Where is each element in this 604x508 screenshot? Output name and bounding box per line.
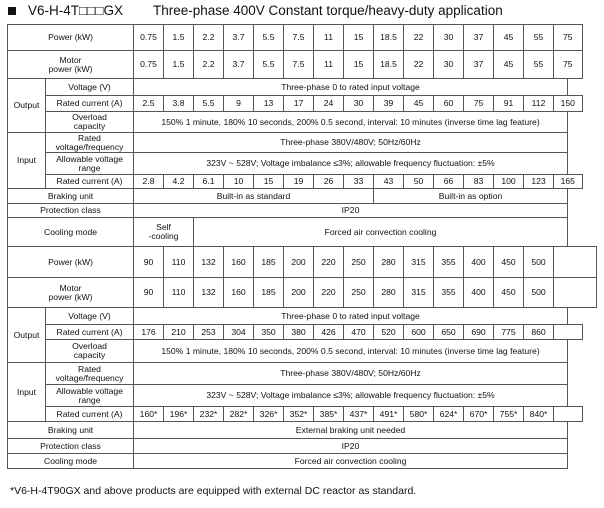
t1-power-cell: 30 — [434, 25, 464, 51]
t1-motor-cell: 22 — [404, 51, 434, 79]
t1-motor-cell: 75 — [554, 51, 582, 79]
overload-value: 150% 1 minute, 180% 10 seconds, 200% 0.5 second, interval: 10 minutes (inverse time lag feature) — [134, 112, 568, 133]
t2-input-current-row — [8, 407, 597, 422]
t1-input-current-cell: 15 — [254, 175, 284, 189]
t2-cooling-row — [8, 454, 597, 469]
t2-output-current-cell: 520 — [374, 325, 404, 340]
t1-output-current-cell: 150 — [554, 96, 582, 112]
t2-voltage-row — [8, 308, 597, 325]
t1-input-current-cell: 33 — [344, 175, 374, 189]
t2-output-current-cell: 380 — [284, 325, 314, 340]
t2-input-current-cell: 755* — [494, 407, 524, 422]
allowable-voltage-value: 323V ~ 528V; Voltage imbalance ≤3%; allowable frequency fluctuation: ±5% — [134, 153, 568, 175]
power-label: Power (kW) — [8, 247, 134, 278]
t2-motor-cell: 132 — [194, 278, 224, 308]
t2-power-row — [8, 247, 597, 278]
allowable-voltage-label: Allowable voltage range — [46, 385, 134, 407]
t1-motor-cell: 3.7 — [224, 51, 254, 79]
t1-protection-row — [8, 204, 597, 218]
t1-output-current-cell: 112 — [524, 96, 554, 112]
t2-output-current-cell: 350 — [254, 325, 284, 340]
t2-output-current-cell: 650 — [434, 325, 464, 340]
input-section-label: Input — [8, 363, 46, 422]
t2-motor-cell: 185 — [254, 278, 284, 308]
t1-output-current-cell: 30 — [344, 96, 374, 112]
t1-power-cell: 15 — [344, 25, 374, 51]
t1-input-current-cell: 10 — [224, 175, 254, 189]
t1-power-cell: 18.5 — [374, 25, 404, 51]
t2-protection-row — [8, 439, 597, 454]
t1-input-current-row — [8, 175, 597, 189]
t2-power-cell: 90 — [134, 247, 164, 278]
t2-power-cell: 200 — [284, 247, 314, 278]
t2-motor-cell: 160 — [224, 278, 254, 308]
t1-cooling-row — [8, 218, 597, 247]
t1-output-current-cell: 91 — [494, 96, 524, 112]
t2-input-current-cell: 232* — [194, 407, 224, 422]
t1-input-current-cell: 100 — [494, 175, 524, 189]
t2-power-cell: 160 — [224, 247, 254, 278]
t1-power-cell: 7.5 — [284, 25, 314, 51]
t2-input-current-cell: 437* — [344, 407, 374, 422]
t2-motor-cell: 250 — [344, 278, 374, 308]
power-label: Power (kW) — [8, 25, 134, 51]
braking-unit-label: Braking unit — [8, 422, 134, 439]
t1-input-current-cell: 123 — [524, 175, 554, 189]
t2-output-current-cell: 304 — [224, 325, 254, 340]
t2-power-cell: 500 — [524, 247, 554, 278]
t1-motor-cell: 18.5 — [374, 51, 404, 79]
t1-power-cell: 5.5 — [254, 25, 284, 51]
t2-overload-row — [8, 340, 597, 363]
t2-output-current-cell: 600 — [404, 325, 434, 340]
t2-allowable-row — [8, 385, 597, 407]
t2-input-current-cell: 282* — [224, 407, 254, 422]
t2-power-cell: 132 — [194, 247, 224, 278]
cooling-self-value: Self -cooling — [134, 218, 194, 247]
t2-motor-cell: 315 — [404, 278, 434, 308]
t2-output-current-cell: 860 — [524, 325, 554, 340]
rated-current-label: Rated current (A) — [46, 325, 134, 340]
t2-output-current-cell: 426 — [314, 325, 344, 340]
t1-output-current-cell: 17 — [284, 96, 314, 112]
t2-empty-cell — [554, 247, 597, 278]
voltage-label: Voltage (V) — [46, 79, 134, 96]
t2-power-cell: 220 — [314, 247, 344, 278]
output-section-label: Output — [8, 79, 46, 133]
t1-motor-cell: 15 — [344, 51, 374, 79]
t2-input-current-cell: 491* — [374, 407, 404, 422]
t1-input-current-cell: 2.8 — [134, 175, 164, 189]
t2-input-current-cell: 624* — [434, 407, 464, 422]
t1-power-cell: 22 — [404, 25, 434, 51]
t1-motor-cell: 5.5 — [254, 51, 284, 79]
t2-motor-row — [8, 278, 597, 308]
t2-output-current-cell: 690 — [464, 325, 494, 340]
t2-power-cell: 110 — [164, 247, 194, 278]
t1-motor-cell: 1.5 — [164, 51, 194, 79]
braking-standard-value: Built-in as standard — [134, 189, 374, 204]
t2-empty-cell — [554, 325, 582, 340]
t1-motor-cell: 30 — [434, 51, 464, 79]
model-name: V6-H-4T□□□GX — [28, 3, 123, 18]
t1-motor-cell: 37 — [464, 51, 494, 79]
t2-power-cell: 280 — [374, 247, 404, 278]
overload-label: Overload capacity — [46, 340, 134, 363]
t1-input-current-cell: 4.2 — [164, 175, 194, 189]
t1-power-cell: 0.75 — [134, 25, 164, 51]
t1-input-current-cell: 66 — [434, 175, 464, 189]
t2-motor-cell: 500 — [524, 278, 554, 308]
t1-overload-row — [8, 112, 597, 133]
rated-vf-label: Rated voltage/frequency — [46, 133, 134, 153]
cooling-mode-label: Cooling mode — [8, 218, 134, 247]
t1-power-cell: 3.7 — [224, 25, 254, 51]
t1-input-current-cell: 6.1 — [194, 175, 224, 189]
t2-empty-cell — [554, 407, 582, 422]
cooling-forced-value: Forced air convection cooling — [194, 218, 568, 247]
motor-power-label: Motor power (kW) — [8, 278, 134, 308]
braking-option-value: Built-in as option — [374, 189, 568, 204]
t1-output-current-cell: 3.8 — [164, 96, 194, 112]
t1-output-current-cell: 45 — [404, 96, 434, 112]
overload-label: Overload capacity — [46, 112, 134, 133]
t1-output-current-cell: 9 — [224, 96, 254, 112]
t1-braking-row — [8, 189, 597, 204]
t2-input-current-cell: 670* — [464, 407, 494, 422]
t1-output-current-cell: 24 — [314, 96, 344, 112]
t1-allowable-row — [8, 153, 597, 175]
t1-output-current-row — [8, 96, 597, 112]
t1-power-cell: 2.2 — [194, 25, 224, 51]
t1-motor-cell: 11 — [314, 51, 344, 79]
t1-input-current-cell: 19 — [284, 175, 314, 189]
t2-motor-cell: 450 — [494, 278, 524, 308]
t2-motor-cell: 200 — [284, 278, 314, 308]
t2-power-cell: 315 — [404, 247, 434, 278]
t1-rated-vf-row — [8, 133, 597, 153]
t2-power-cell: 400 — [464, 247, 494, 278]
rated-vf-value: Three-phase 380V/480V; 50Hz/60Hz — [134, 363, 568, 385]
t1-output-current-cell: 39 — [374, 96, 404, 112]
t1-power-cell: 75 — [554, 25, 582, 51]
t2-empty-cell — [554, 278, 597, 308]
t1-motor-cell: 55 — [524, 51, 554, 79]
t2-output-current-row — [8, 325, 597, 340]
protection-class-label: Protection class — [8, 439, 134, 454]
t2-input-current-cell: 196* — [164, 407, 194, 422]
rated-vf-label: Rated voltage/frequency — [46, 363, 134, 385]
rated-current-label: Rated current (A) — [46, 175, 134, 189]
t2-input-current-cell: 326* — [254, 407, 284, 422]
t1-output-current-cell: 2.5 — [134, 96, 164, 112]
output-voltage-value: Three-phase 0 to rated input voltage — [134, 308, 568, 325]
t2-motor-cell: 280 — [374, 278, 404, 308]
t2-input-current-cell: 385* — [314, 407, 344, 422]
protection-class-value: IP20 — [134, 439, 568, 454]
t1-input-current-cell: 50 — [404, 175, 434, 189]
t1-motor-cell: 2.2 — [194, 51, 224, 79]
rated-current-label: Rated current (A) — [46, 407, 134, 422]
t2-output-current-cell: 210 — [164, 325, 194, 340]
motor-power-label: Motor power (kW) — [8, 51, 134, 79]
t1-output-current-cell: 75 — [464, 96, 494, 112]
braking-unit-label: Braking unit — [8, 189, 134, 204]
footnote: *V6-H-4T90GX and above products are equipped with external DC reactor as standard. — [10, 485, 417, 497]
braking-external-value: External braking unit needed — [134, 422, 568, 439]
t1-power-cell: 55 — [524, 25, 554, 51]
t1-motor-row — [8, 51, 597, 79]
output-section-label: Output — [8, 308, 46, 363]
t1-output-current-cell: 13 — [254, 96, 284, 112]
t1-output-current-cell: 60 — [434, 96, 464, 112]
overload-value: 150% 1 minute, 180% 10 seconds, 200% 0.5 second, interval: 10 minutes (inverse time lag feature) — [134, 340, 568, 363]
allowable-voltage-value: 323V ~ 528V; Voltage imbalance ≤3%; allowable frequency fluctuation: ±5% — [134, 385, 568, 407]
t1-input-current-cell: 165 — [554, 175, 582, 189]
t2-braking-row — [8, 422, 597, 439]
t2-power-cell: 250 — [344, 247, 374, 278]
t1-power-row — [8, 25, 597, 51]
protection-class-label: Protection class — [8, 204, 134, 218]
t2-output-current-cell: 253 — [194, 325, 224, 340]
voltage-label: Voltage (V) — [46, 308, 134, 325]
t1-input-current-cell: 26 — [314, 175, 344, 189]
title-description: Three-phase 400V Constant torque/heavy-duty application — [152, 3, 503, 18]
bullet-square-icon — [8, 7, 16, 15]
t2-output-current-cell: 775 — [494, 325, 524, 340]
t2-power-cell: 450 — [494, 247, 524, 278]
protection-class-value: IP20 — [134, 204, 568, 218]
cooling-forced-value: Forced air convection cooling — [134, 454, 568, 469]
t1-voltage-row — [8, 79, 597, 96]
t1-output-current-cell: 5.5 — [194, 96, 224, 112]
t1-power-cell: 11 — [314, 25, 344, 51]
t2-power-cell: 355 — [434, 247, 464, 278]
t1-motor-cell: 7.5 — [284, 51, 314, 79]
rated-vf-value: Three-phase 380V/480V; 50Hz/60Hz — [134, 133, 568, 153]
t2-motor-cell: 220 — [314, 278, 344, 308]
t2-motor-cell: 110 — [164, 278, 194, 308]
t2-input-current-cell: 352* — [284, 407, 314, 422]
t1-input-current-cell: 43 — [374, 175, 404, 189]
t1-motor-cell: 0.75 — [134, 51, 164, 79]
page-title — [8, 3, 598, 23]
t2-input-current-cell: 160* — [134, 407, 164, 422]
t2-power-cell: 185 — [254, 247, 284, 278]
t2-motor-cell: 90 — [134, 278, 164, 308]
cooling-mode-label: Cooling mode — [8, 454, 134, 469]
t2-rated-vf-row — [8, 363, 597, 385]
t1-power-cell: 37 — [464, 25, 494, 51]
t2-output-current-cell: 470 — [344, 325, 374, 340]
t2-output-current-cell: 176 — [134, 325, 164, 340]
allowable-voltage-label: Allowable voltage range — [46, 153, 134, 175]
t1-power-cell: 45 — [494, 25, 524, 51]
t2-motor-cell: 355 — [434, 278, 464, 308]
input-section-label: Input — [8, 133, 46, 189]
t2-input-current-cell: 840* — [524, 407, 554, 422]
t2-input-current-cell: 580* — [404, 407, 434, 422]
rated-current-label: Rated current (A) — [46, 96, 134, 112]
output-voltage-value: Three-phase 0 to rated input voltage — [134, 79, 568, 96]
t1-input-current-cell: 83 — [464, 175, 494, 189]
spec-table — [7, 24, 597, 469]
t1-power-cell: 1.5 — [164, 25, 194, 51]
t2-motor-cell: 400 — [464, 278, 494, 308]
t1-motor-cell: 45 — [494, 51, 524, 79]
